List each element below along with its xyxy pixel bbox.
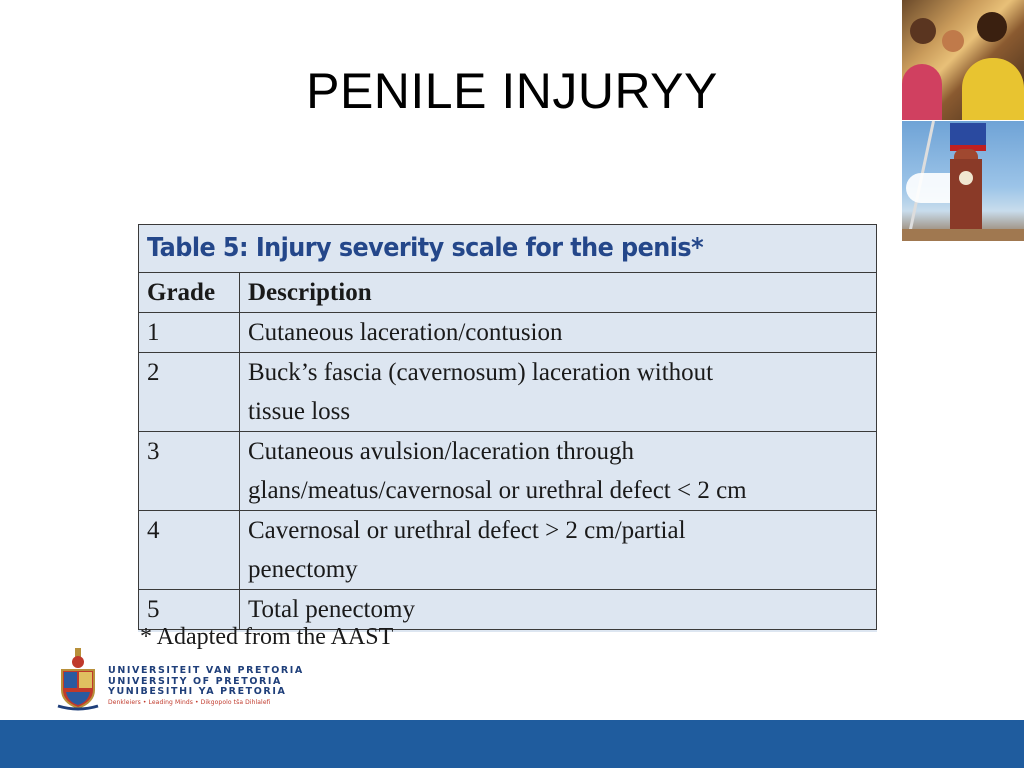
campus-photo-strip (902, 0, 1024, 241)
grade-cell: 2 (139, 353, 240, 432)
slide-title: PENILE INJURYY (306, 63, 718, 119)
students-photo (902, 0, 1024, 120)
table-header-row (139, 273, 877, 313)
table-row (139, 432, 877, 511)
description-cell: Total penectomy (240, 590, 877, 630)
table-caption: Table 5: Injury severity scale for the penis* (139, 225, 877, 273)
grade-cell: 4 (139, 511, 240, 590)
footer-bar (0, 720, 1024, 768)
table-row (139, 313, 877, 353)
header-grade: Grade (139, 273, 240, 313)
table-footnote: * Adapted from the AAST (140, 624, 394, 650)
severity-table-image (138, 224, 877, 632)
description-cell: Buck’s fascia (cavernosum) laceration without tissue loss (240, 353, 877, 432)
grade-cell: 1 (139, 313, 240, 353)
severity-table (138, 224, 877, 630)
table-row (139, 353, 877, 432)
logo-line-afrikaans: UNIVERSITEIT VAN PRETORIA (108, 665, 304, 676)
header-description: Description (240, 273, 877, 313)
grade-cell: 5 (139, 590, 240, 630)
description-cell: Cutaneous avulsion/laceration through glans/meatus/cavernosal or urethral defect < 2 cm (240, 432, 877, 511)
description-cell: Cavernosal or urethral defect > 2 cm/partial penectomy (240, 511, 877, 590)
grade-cell: 3 (139, 432, 240, 511)
clock-tower-photo (902, 121, 1024, 241)
logo-line-sepedi: YUNIBESITHI YA PRETORIA (108, 686, 287, 697)
logo-line-english: UNIVERSITY OF PRETORIA (108, 675, 282, 687)
crest-icon (56, 646, 100, 710)
university-logo (56, 646, 304, 714)
description-cell: Cutaneous laceration/contusion (240, 313, 877, 353)
table-row (139, 511, 877, 590)
logo-tagline: Denkleiers • Leading Minds • Dikgopolo tša Dihlalefi (108, 698, 271, 706)
